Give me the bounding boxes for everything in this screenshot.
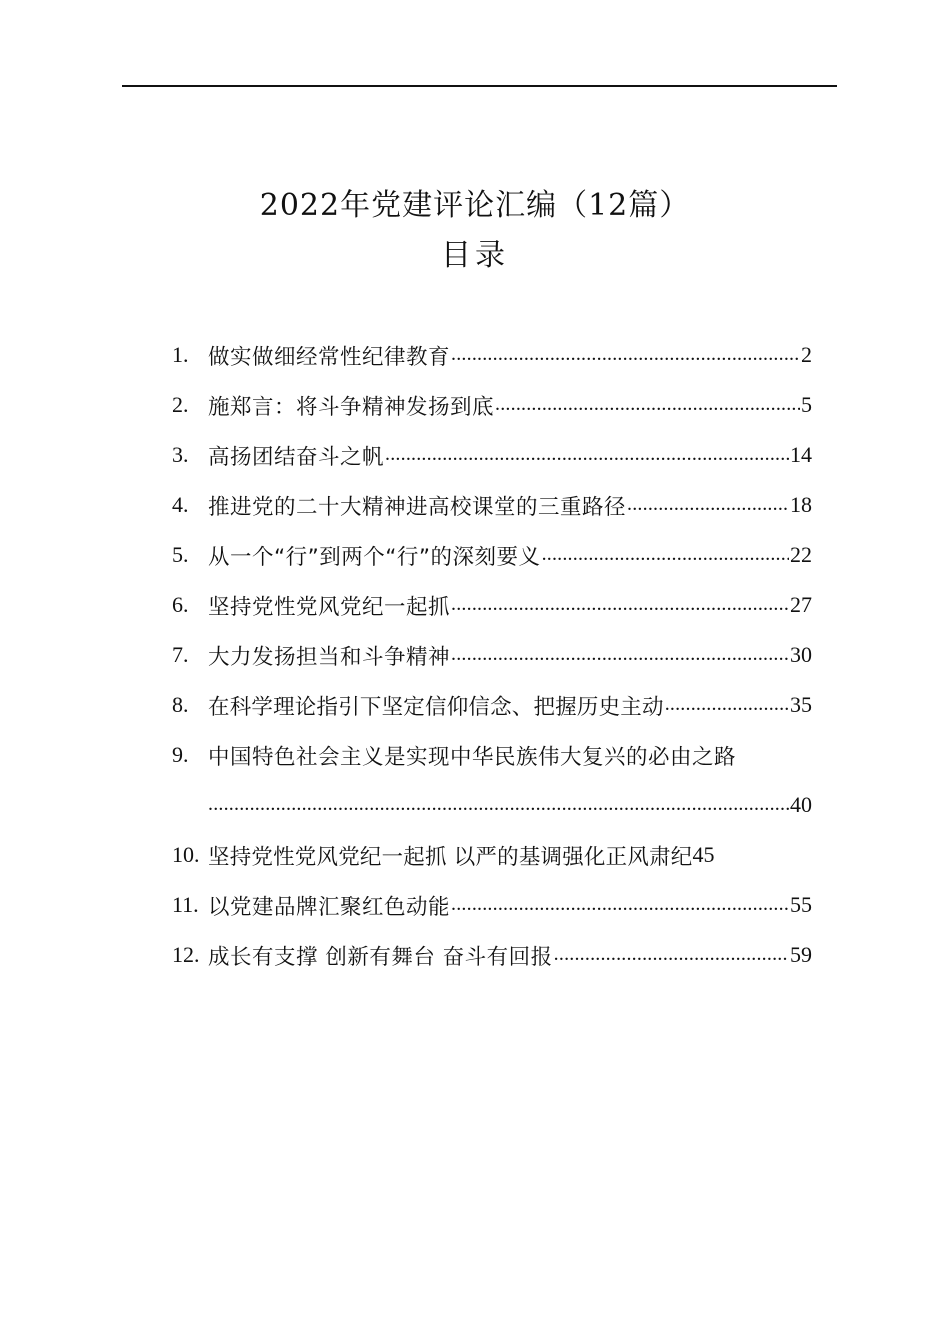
toc-entry-2[interactable]: [172, 380, 812, 430]
dot-leader: [665, 694, 789, 716]
toc-heading: 目录: [441, 238, 509, 273]
toc-entry-page: 55: [790, 892, 812, 917]
dot-leader: [451, 894, 789, 916]
dot-leader: [208, 794, 789, 816]
toc-entry-title: 中国特色社会主义是实现中华民族伟大复兴的必由之路: [208, 744, 737, 770]
toc-entry-page: 5: [801, 392, 812, 417]
toc-entry-11[interactable]: [172, 880, 812, 930]
toc-entry-title: 以党建品牌汇聚红色动能: [208, 894, 451, 920]
toc-entry-9-continuation[interactable]: [172, 780, 812, 830]
toc-entry-page: 35: [790, 692, 812, 717]
toc-entry-number: 11.: [172, 892, 199, 917]
toc-entry-6[interactable]: [172, 580, 812, 630]
toc-entry-number: 9.: [172, 742, 189, 767]
toc-entry-title: 在科学理论指引下坚定信仰信念、把握历史主动: [208, 694, 664, 720]
toc-entry-number: 3.: [172, 442, 189, 467]
toc-entry-7[interactable]: [172, 630, 812, 680]
toc-entry-number: 6.: [172, 592, 189, 617]
toc-entry-page: 22: [790, 542, 812, 567]
toc-entry-4[interactable]: [172, 480, 812, 530]
toc-entry-title: 推进党的二十大精神进高校课堂的三重路径: [208, 494, 627, 520]
toc-entry-title: 成长有支撑 创新有舞台 奋斗有回报: [208, 944, 553, 970]
toc-entry-number: 5.: [172, 542, 189, 567]
toc-entry-page: 14: [790, 442, 812, 467]
toc-entry-page: 2: [801, 342, 812, 367]
dot-leader: [451, 644, 789, 666]
dot-leader: [554, 944, 789, 966]
toc-entry-title: 高扬团结奋斗之帆: [208, 444, 385, 470]
header-rule: [122, 85, 837, 87]
toc-entry-3[interactable]: [172, 430, 812, 480]
toc-entry-page: 30: [790, 642, 812, 667]
toc-entry-12[interactable]: [172, 930, 812, 980]
toc-entry-number: 4.: [172, 492, 189, 517]
toc-entry-number: 8.: [172, 692, 189, 717]
toc-entry-title: 坚持党性党风党纪一起抓 以严的基调强化正风肃纪: [208, 844, 693, 870]
toc-entry-page: 18: [790, 492, 812, 517]
toc-entry-title: 施郑言：将斗争精神发扬到底: [208, 394, 495, 420]
toc-entry-number: 2.: [172, 392, 189, 417]
toc-entry-8[interactable]: [172, 680, 812, 730]
toc-entry-9[interactable]: [172, 730, 812, 780]
toc-entry-1[interactable]: [172, 330, 812, 380]
toc-entry-page: 59: [790, 942, 812, 967]
toc-entry-page: 40: [790, 792, 812, 817]
dot-leader: [627, 494, 789, 516]
table-of-contents: [172, 330, 812, 980]
toc-entry-10[interactable]: [172, 830, 812, 880]
toc-entry-page: 27: [790, 592, 812, 617]
toc-entry-5[interactable]: [172, 530, 812, 580]
toc-entry-number: 7.: [172, 642, 189, 667]
toc-entry-title: 大力发扬担当和斗争精神: [208, 644, 451, 670]
dot-leader: [451, 594, 789, 616]
toc-entry-title: 坚持党性党风党纪一起抓: [208, 594, 451, 620]
dot-leader: [495, 394, 800, 416]
toc-entry-title: 做实做细经常性纪律教育: [208, 344, 451, 370]
document-title: 2022年党建评论汇编（12篇）: [259, 188, 691, 223]
toc-entry-page: 45: [692, 842, 715, 867]
toc-entry-number: 10.: [172, 842, 200, 867]
toc-entry-number: 1.: [172, 342, 189, 367]
dot-leader: [451, 344, 800, 366]
dot-leader: [385, 444, 789, 466]
dot-leader: [542, 544, 789, 566]
toc-entry-number: 12.: [172, 942, 200, 967]
toc-entry-title: 从一个“行”到两个“行”的深刻要义: [208, 544, 541, 570]
